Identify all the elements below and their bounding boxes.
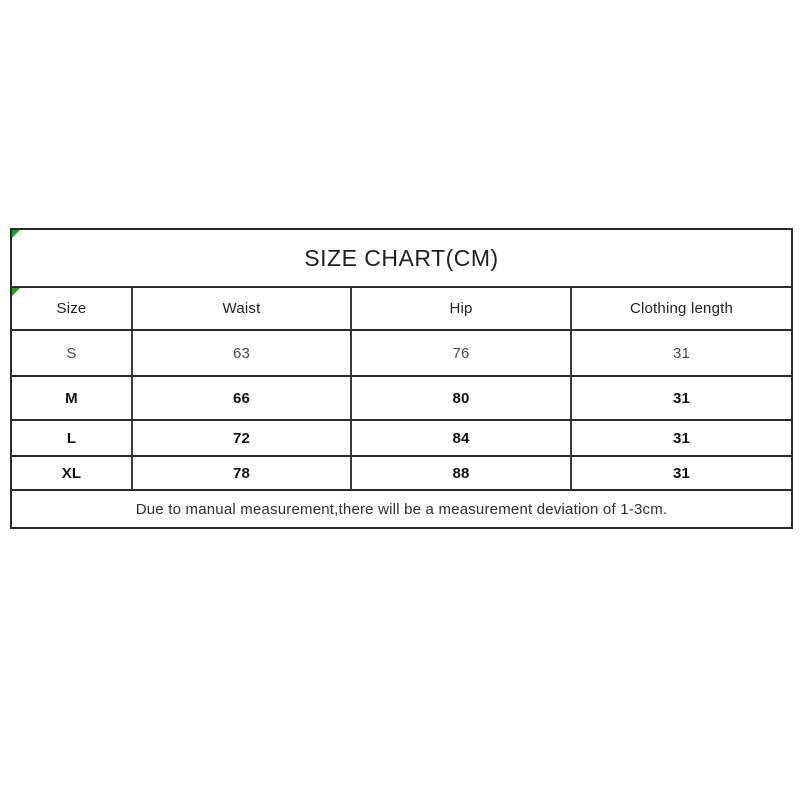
- table-title: SIZE CHART(CM): [304, 244, 499, 271]
- size-chart-table: [10, 228, 793, 529]
- hip-cell: 80: [352, 377, 572, 419]
- waist-cell: 63: [133, 331, 352, 375]
- waist-cell: 72: [133, 421, 352, 455]
- length-cell: 31: [672, 389, 691, 407]
- excel-corner-marker-icon: [12, 288, 20, 296]
- length-cell: 31: [672, 464, 691, 482]
- table-title-row: [12, 230, 791, 288]
- measurement-note: Due to manual measurement,there will be a measurement deviation of 1-3cm.: [135, 500, 668, 518]
- table-row-s: [12, 331, 791, 377]
- hip-cell: 76: [352, 331, 572, 375]
- table-header-row: [12, 288, 791, 331]
- length-cell: 31: [672, 429, 691, 447]
- size-cell: XL: [12, 457, 133, 489]
- table-row-l: [12, 421, 791, 457]
- column-header-waist: Waist: [133, 288, 352, 329]
- hip-cell: 88: [352, 457, 572, 489]
- table-row-m: [12, 377, 791, 421]
- excel-corner-marker-icon: [12, 230, 20, 238]
- size-cell: M: [12, 377, 133, 419]
- table-row-xl: [12, 457, 791, 491]
- column-header-clothing-length: Clothing length: [629, 300, 734, 317]
- table-note-row: [12, 491, 791, 527]
- length-cell: 31: [672, 344, 691, 362]
- size-cell: S: [12, 331, 133, 375]
- waist-cell: 78: [133, 457, 352, 489]
- column-header-size: Size: [12, 288, 133, 329]
- column-header-hip: Hip: [352, 288, 572, 329]
- hip-cell: 84: [352, 421, 572, 455]
- waist-cell: 66: [133, 377, 352, 419]
- size-cell: L: [12, 421, 133, 455]
